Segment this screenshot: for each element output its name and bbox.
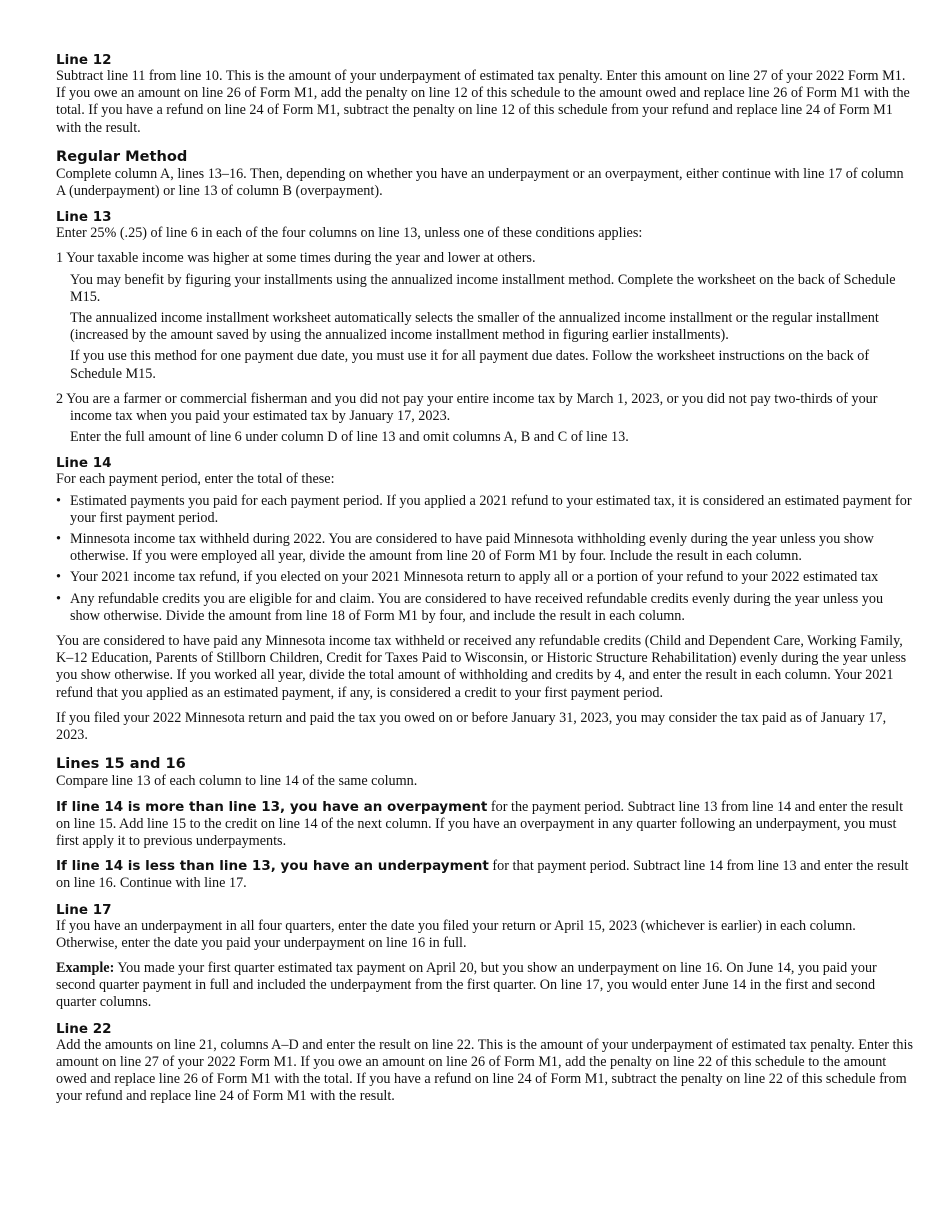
line14-intro: For each payment period, enter the total of these: xyxy=(56,471,335,488)
lines15-16-intro: Compare line 13 of each column to line 14 of the same column. xyxy=(56,773,418,790)
overpayment-paragraph xyxy=(56,799,914,851)
list-item: • Estimated payments you paid for each payment period. If you applied a 2021 refund to your estimated tax, it is considered an estimated payment for your first payment period. xyxy=(56,493,914,527)
underpayment-lead: If line 14 is less than line 13, you have an underpayment xyxy=(56,858,489,875)
example-paragraph xyxy=(56,960,914,1012)
list-item: • Minnesota income tax withheld during 2022. You are considered to have paid Minnesota withholding evenly during the year unless you show otherwise. If you were employed all year, divide the amount from line 20 of Form M1 by four. Include the result in each column. xyxy=(56,531,914,565)
example-label: Example: xyxy=(56,959,115,976)
line13-condition-1-para-1: You may benefit by figuring your installments using the annualized income installment method. Complete the worksheet on the back of Schedule M15. xyxy=(70,271,896,305)
underpayment-text: for that payment period. Subtract line 14 from line 13 and enter the result on line 16. Continue with line 17. xyxy=(56,858,909,892)
line14-heading: Line 14 xyxy=(56,455,112,472)
line13-condition-1: 1 Your taxable income was higher at some times during the year and lower at others. xyxy=(56,250,536,267)
line17-text: If you have an underpayment in all four quarters, enter the date you filed your return or April 15, 2023 (whichever is earlier) in each column. Otherwise, enter the date you paid your underpayment on line 16 in full. xyxy=(56,917,856,951)
line22-heading: Line 22 xyxy=(56,1020,112,1037)
list-item: • Your 2021 income tax refund, if you elected on your 2021 Minnesota return to apply all or a portion of your refund to your 2022 estimated tax xyxy=(56,569,914,586)
overpayment-lead: If line 14 is more than line 13, you have an overpayment xyxy=(56,798,488,815)
line14-para-2: If you filed your 2022 Minnesota return and paid the tax you owed on or before January 31, 2023, you may consider the tax paid as of January 17, 2023. xyxy=(56,709,887,744)
line13-condition-1-para-2: The annualized income installment worksheet automatically selects the smaller of the annualized income installment or the regular installment (increased by the amount saved by using the annualized income installment method in figuring earlier installments). xyxy=(70,310,879,344)
regular-method-text: Complete column A, lines 13–16. Then, depending on whether you have an underpayment or an overpayment, either continue with line 17 of column A (underpayment) or line 13 of column B (overpayment). xyxy=(56,165,904,200)
line12-heading: Line 12 xyxy=(56,52,112,68)
overpayment-text: for the payment period. Subtract line 13 from line 14 and enter the result on line 15. Add line 15 to the credit on line 14 of the next column. If you have an overpayment in any quarter following an underpayment, you must first apply it to previous underpayments. xyxy=(56,798,904,849)
line13-heading: Line 13 xyxy=(56,209,112,226)
line13-condition-2: 2 You are a farmer or commercial fisherman and you did not pay your entire income tax by March 1, 2023, or you did not pay two-thirds of your income tax when you paid your estimated tax by January 17, 2023. xyxy=(56,390,878,425)
lines15-16-heading: Lines 15 and 16 xyxy=(56,755,186,773)
list-item: • Any refundable credits you are eligible for and claim. You are considered to have received refundable credits evenly during the year unless you show otherwise. Divide the amount from line 18 of Form M1 by four, and include the result in each column. xyxy=(56,591,914,625)
line14-bullet-list xyxy=(56,493,914,625)
line13-intro: Enter 25% (.25) of line 6 in each of the four columns on line 13, unless one of these conditions applies: xyxy=(56,225,643,242)
line13-condition-2-para-1: Enter the full amount of line 6 under column D of line 13 and omit columns A, B and C of line 13. xyxy=(70,429,629,446)
underpayment-paragraph xyxy=(56,858,914,892)
line17-heading: Line 17 xyxy=(56,901,112,918)
line22-text: Add the amounts on line 21, columns A–D and enter the result on line 22. This is the amount of your underpayment of estimated tax penalty. Enter this amount on line 27 of your 2022 Form M1. If you owe an amount on line 26 of Form M1, add the penalty on line 22 of this schedule to the amount owed and replace line 26 of Form M1 with the total. If you have a refund on line 24 of Form M1, subtract the penalty on line 22 of this schedule from your refund and replace line 24 of Form M1 with the result. xyxy=(56,1036,913,1105)
line13-condition-1-para-3: If you use this method for one payment due date, you must use it for all payment due dates. Follow the worksheet instructions on the back of Schedule M15. xyxy=(70,348,870,382)
example-text: You made your first quarter estimated tax payment on April 20, but you show an underpayment on line 16. On June 14, you paid your second quarter payment in full and included the underpayment from the first quarter. On line 17, you would enter June 14 in the first and second quarter columns. xyxy=(56,959,877,1011)
line12-text: Subtract line 11 from line 10. This is the amount of your underpayment of estimated tax penalty. Enter this amount on line 27 of your 2022 Form M1. If you owe an amount on line 26 of Form M1, add the penalty on line 12 of this schedule to the amount owed and replace line 26 of Form M1 with the total. If you have a refund on line 24 of Form M1, subtract the penalty on line 12 of this schedule from your refund and replace line 24 of Form M1 with the result. xyxy=(56,68,910,136)
line14-para-1: You are considered to have paid any Minnesota income tax withheld or received any refundable credits (Child and Dependent Care, Working Family, K–12 Education, Parents of Stillborn Children, Credit for Taxes Paid to Wisconsin, or Historic Structure Rehabilitation) evenly during the year unless you show otherwise. If you worked all year, divide the total amount of withholding and credits by 4, and enter the result in each column. Your 2021 refund that you applied as an estimated payment, if any, is considered a credit to your first payment period. xyxy=(56,633,907,701)
instructions-page xyxy=(56,52,914,1105)
regular-method-heading: Regular Method xyxy=(56,147,188,165)
